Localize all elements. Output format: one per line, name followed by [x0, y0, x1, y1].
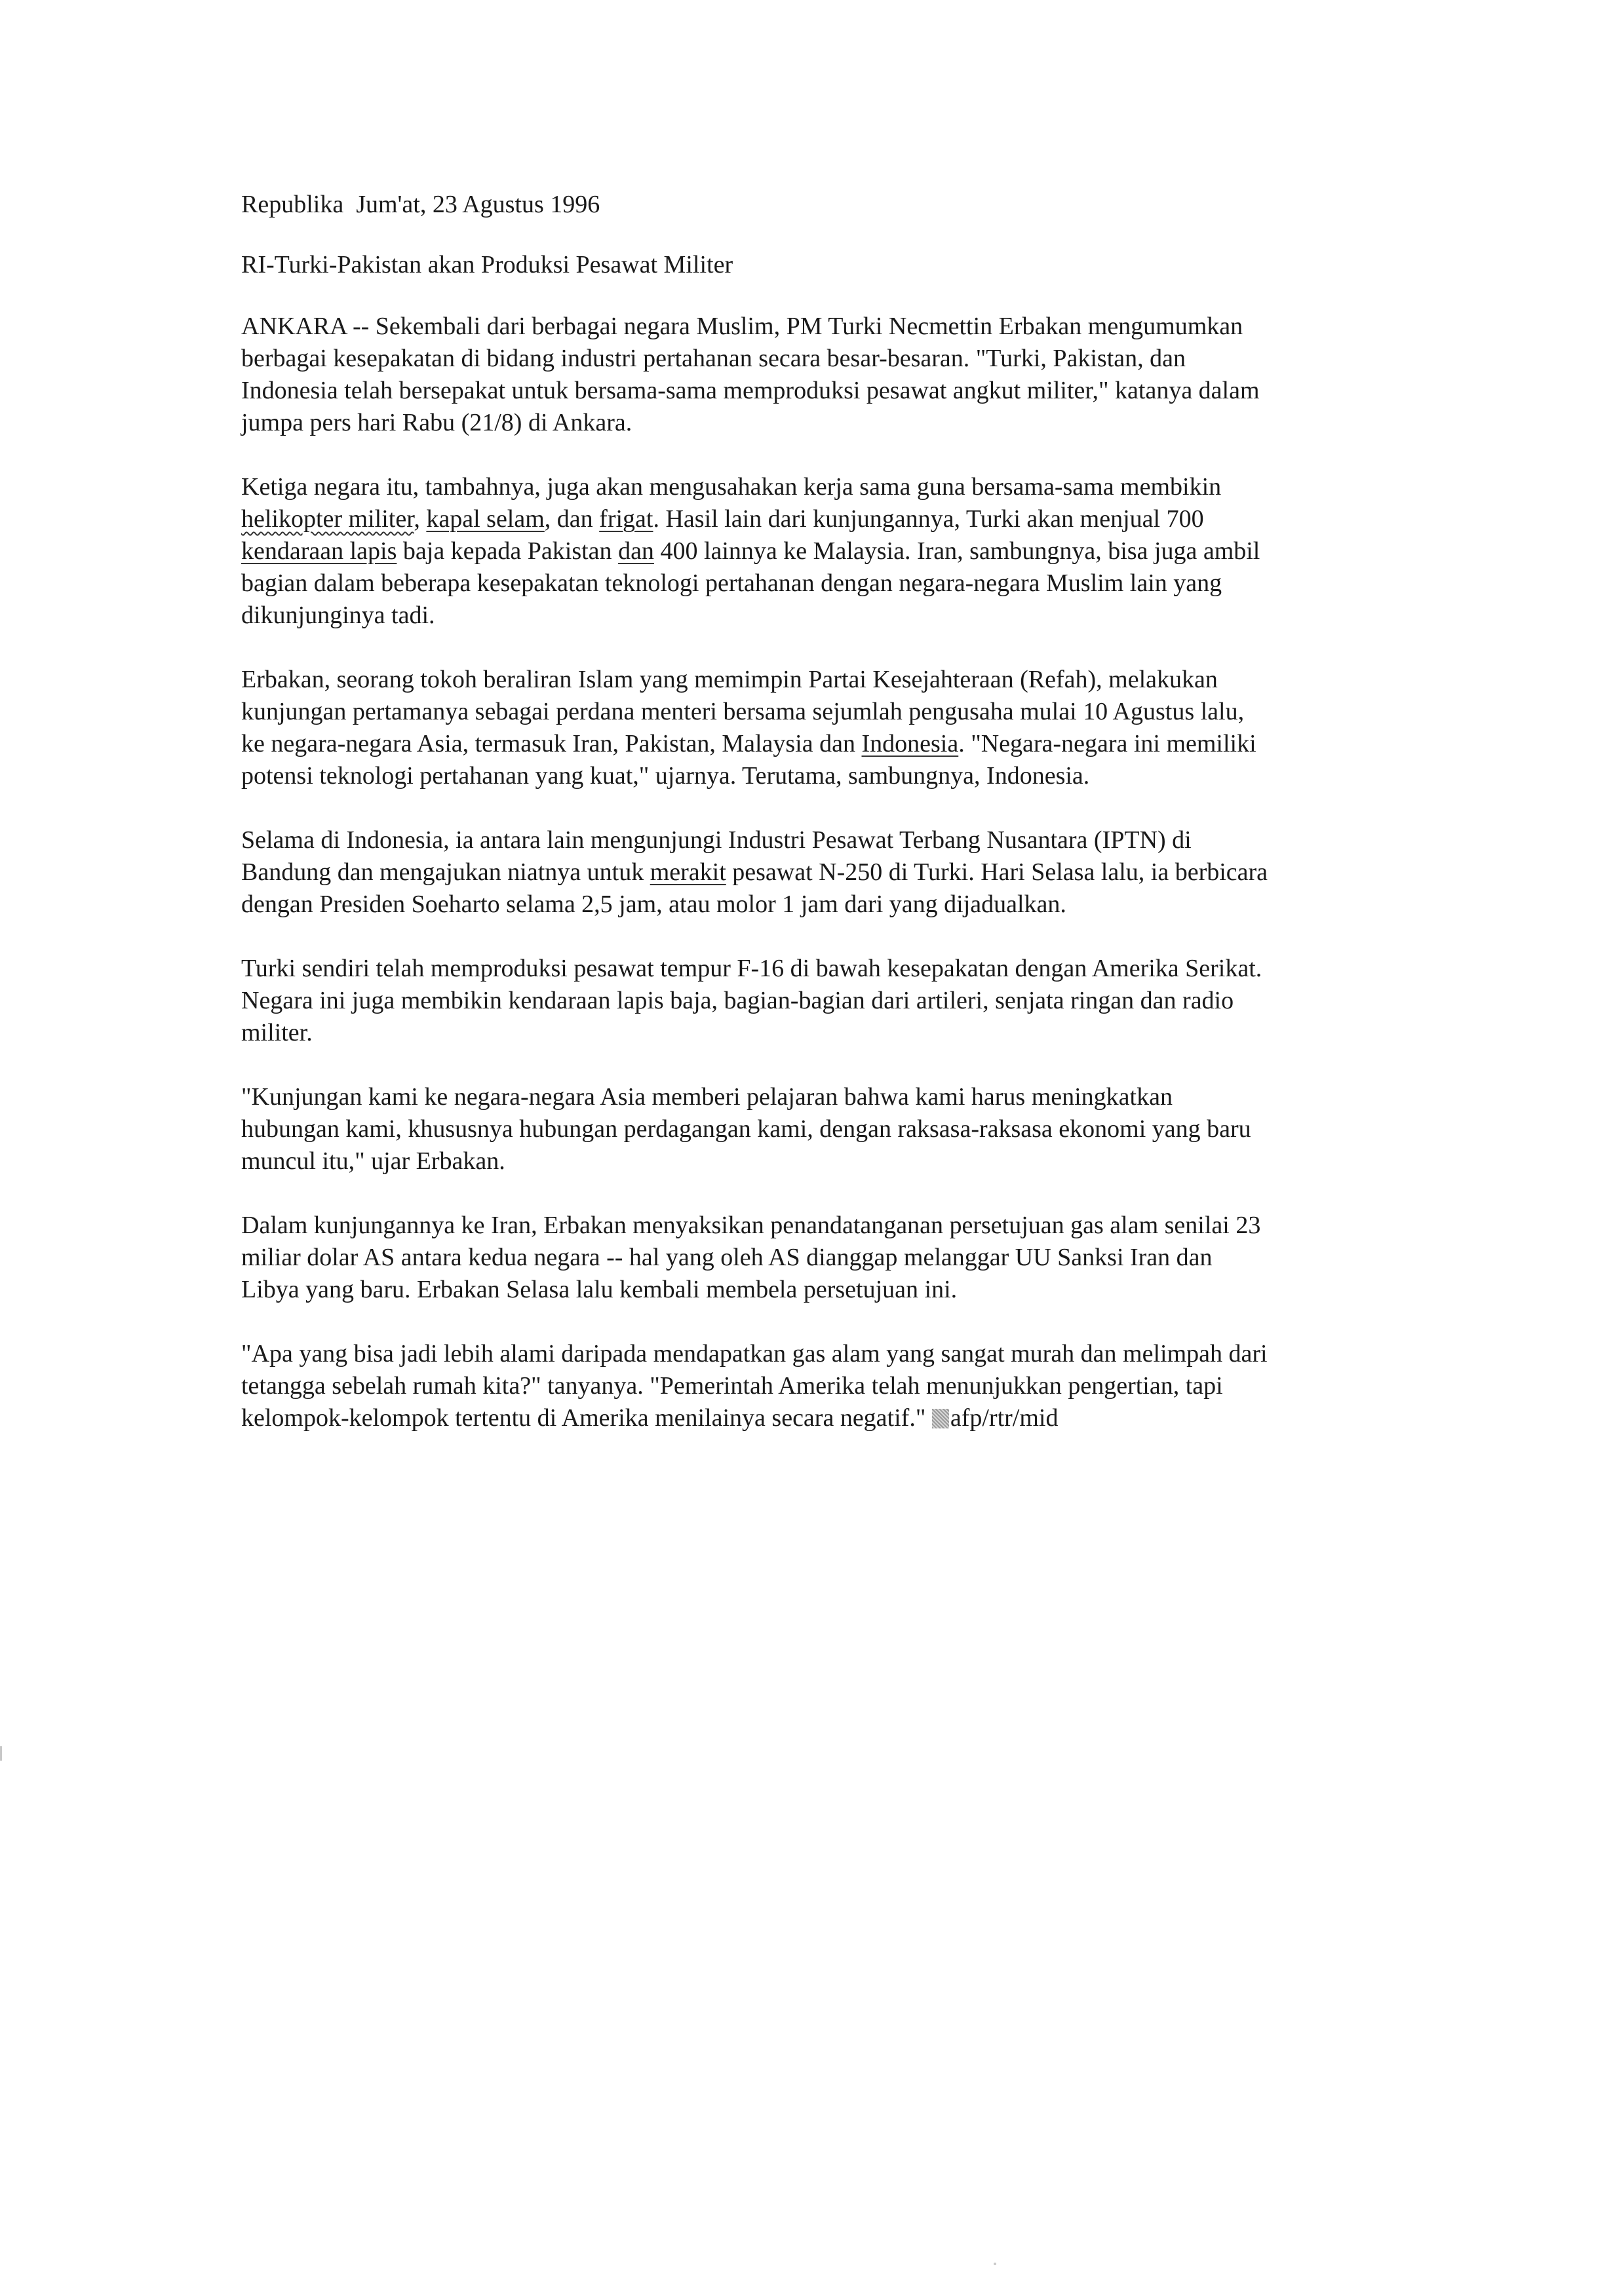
handwritten-underline-frigat: frigat: [599, 505, 653, 533]
text-line: dikunjunginya tadi.: [241, 602, 435, 629]
line-text-segment: . "Negara-negara ini memiliki: [958, 730, 1256, 757]
text-line: Dalam kunjungannya ke Iran, Erbakan menyaksikan penandatanganan persetujuan gas alam senilai 23: [241, 1212, 1261, 1239]
newspaper-name: Republika: [241, 191, 344, 218]
line-text-segment: ke negara-negara Asia, termasuk Iran, Pakistan, Malaysia dan: [241, 730, 862, 757]
line-text-segment: Bandung dan mengajukan niatnya untuk: [241, 858, 650, 886]
text-line: ANKARA -- Sekembali dari berbagai negara Muslim, PM Turki Necmettin Erbakan mengumumkan: [241, 313, 1243, 340]
text-line: dengan Presiden Soeharto selama 2,5 jam, atau molor 1 jam dari yang dijadualkan.: [241, 890, 1066, 918]
line-text-segment: kelompok-kelompok tertentu di Amerika menilainya secara negatif.": [241, 1404, 932, 1432]
text-line: miliar dolar AS antara kedua negara -- hal yang oleh AS dianggap melanggar UU Sanksi Iran dan: [241, 1244, 1213, 1271]
text-line: Negara ini juga membikin kendaraan lapis baja, bagian-bagian dari artileri, senjata ringan dan radio: [241, 987, 1234, 1014]
text-line: Turki sendiri telah memproduksi pesawat tempur F-16 di bawah kesepakatan dengan Amerika Serikat.: [241, 955, 1262, 982]
paragraph-8: [241, 1338, 1395, 1434]
line-text-segment: ,: [414, 505, 427, 533]
publication-date: Jum'at, 23 Agustus 1996: [356, 191, 600, 218]
handwritten-underline-kapal-selam: kapal selam: [426, 505, 545, 533]
text-line: "Apa yang bisa jadi lebih alami daripada mendapatkan gas alam yang sangat murah dan melimpah dari: [241, 1340, 1268, 1368]
handwritten-underline-dan: dan: [618, 537, 654, 565]
news-article: [241, 189, 1395, 1466]
text-line: Libya yang baru. Erbakan Selasa lalu kembali membela persetujuan ini.: [241, 1276, 958, 1303]
text-line: Ketiga negara itu, tambahnya, juga akan mengusahakan kerja sama guna bersama-sama membikin: [241, 473, 1222, 501]
text-line: muncul itu," ujar Erbakan.: [241, 1147, 505, 1175]
text-line-annotated: [241, 1402, 1395, 1434]
paragraph-3: [241, 664, 1395, 792]
line-text-segment: pesawat N-250 di Turki. Hari Selasa lalu, ia berbicara: [726, 858, 1268, 886]
text-line: jumpa pers hari Rabu (21/8) di Ankara.: [241, 409, 632, 436]
text-line: potensi teknologi pertahanan yang kuat," ujarnya. Terutama, sambungnya, Indonesia.: [241, 762, 1090, 790]
paragraph-5: [241, 953, 1395, 1049]
text-line: Erbakan, seorang tokoh beraliran Islam yang memimpin Partai Kesejahteraan (Refah), melakukan: [241, 666, 1218, 693]
line-text-segment: . Hasil lain dari kunjungannya, Turki akan menjual 700: [653, 505, 1204, 533]
source-dateline: [241, 189, 1395, 221]
scan-edge-mark: [0, 1746, 2, 1761]
paragraph-7: [241, 1210, 1395, 1306]
line-text-segment: , dan: [544, 505, 600, 533]
line-text-segment: baja kepada Pakistan: [397, 537, 619, 565]
handwritten-underline-merakit: merakit: [650, 858, 726, 886]
handwritten-underline-helikopter: helikopter militer: [241, 505, 414, 533]
text-line: berbagai kesepakatan di bidang industri pertahanan secara besar-besaran. "Turki, Pakistan, dan: [241, 345, 1186, 372]
text-line-annotated: [241, 503, 1395, 535]
text-line: tetangga sebelah rumah kita?" tanyanya. "Pemerintah Amerika telah menunjukkan pengertian, tapi: [241, 1372, 1223, 1400]
text-line: hubungan kami, khususnya hubungan perdagangan kami, dengan raksasa-raksasa ekonomi yang baru: [241, 1115, 1251, 1143]
handwritten-underline-kendaraan-lapis: kendaraan lapis: [241, 537, 397, 565]
paragraph-1: [241, 311, 1395, 439]
author-credits: afp/rtr/mid: [950, 1404, 1059, 1432]
text-line: Indonesia telah bersepakat untuk bersama-sama memproduksi pesawat angkut militer," katanya dalam: [241, 377, 1260, 404]
text-line: Selama di Indonesia, ia antara lain mengunjungi Industri Pesawat Terbang Nusantara (IPTN) di: [241, 826, 1192, 854]
text-line-annotated: [241, 535, 1395, 567]
text-line-annotated: [241, 728, 1395, 760]
handwritten-underline-indonesia: Indonesia: [861, 730, 959, 757]
article-headline: RI-Turki-Pakistan akan Produksi Pesawat Militer: [241, 251, 733, 278]
paragraph-4: [241, 824, 1395, 921]
scan-dust-speck: [994, 2263, 996, 2265]
text-line: kunjungan pertamanya sebagai perdana menteri bersama sejumlah pengusaha mulai 10 Agustus lalu,: [241, 698, 1245, 725]
text-line-annotated: [241, 856, 1395, 889]
text-line: bagian dalam beberapa kesepakatan teknologi pertahanan dengan negara-negara Muslim lain yang: [241, 569, 1222, 597]
scan-smudge-mark: [932, 1409, 949, 1428]
text-line: militer.: [241, 1019, 313, 1046]
paragraph-2: [241, 471, 1395, 632]
line-text-segment: 400 lainnya ke Malaysia. Iran, sambungnya, bisa juga ambil: [653, 537, 1260, 565]
paragraph-6: [241, 1081, 1395, 1177]
text-line: "Kunjungan kami ke negara-negara Asia memberi pelajaran bahwa kami harus meningkatkan: [241, 1083, 1173, 1111]
